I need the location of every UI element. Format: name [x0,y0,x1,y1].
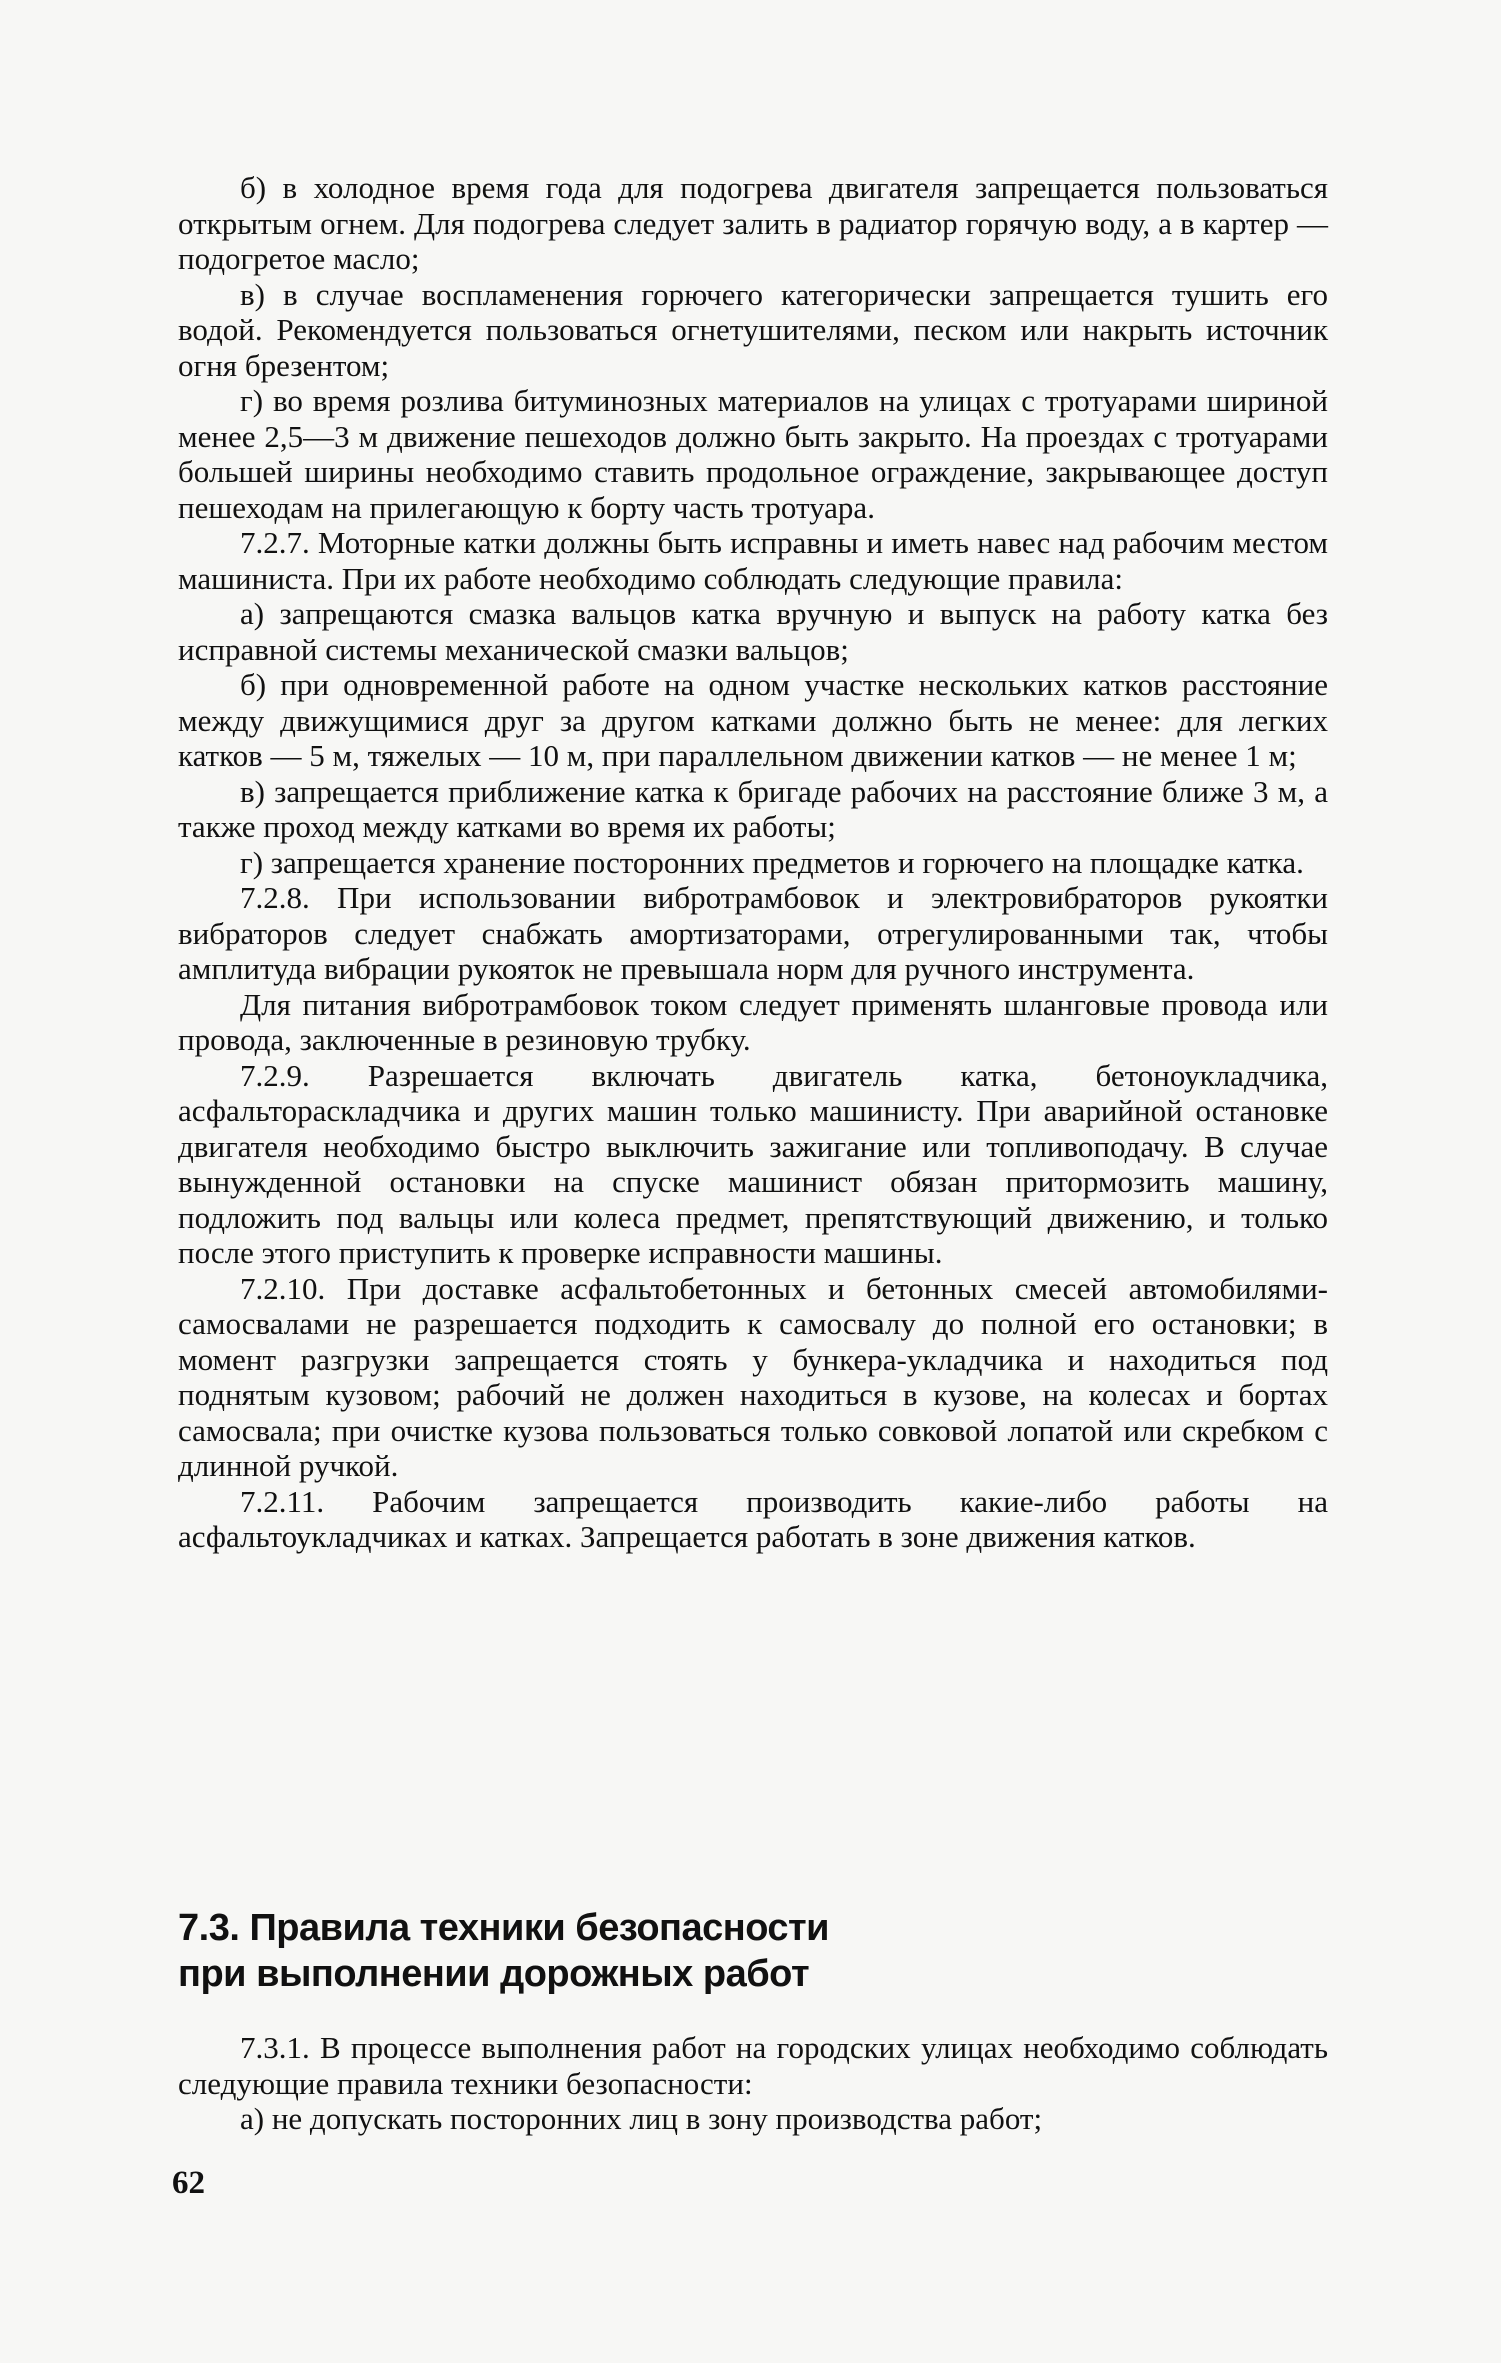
paragraph-7-3-1-a: а) не допускать посторонних лиц в зону производства работ; [240,2101,1043,2136]
body-text [178,170,1328,1555]
paragraph-g-bitumen: г) во время розлива битуминозных материалов на улицах с тротуарами шириной менее 2,5—3 м движение пешеходов должно быть закрыто. На проездах с тротуарами большей ширины необходимо ставить продольное ограждение, закрывающее доступ пешеходам на прилегающую к борту часть тротуара. [178,383,1328,525]
paragraph-7-2-7-b: б) при одновременной работе на одном участке нескольких катков расстояние между движущимися друг за другом катками должно быть не менее: для легких катков — 5 м, тяжелых — 10 м, при параллельном движении катков — не менее 1 м; [178,667,1328,773]
paragraph-v-fire: в) в случае воспламенения горючего категорически запрещается тушить его водой. Рекомендуется пользоваться огнетушителями, песком или накрыть источник огня брезентом; [178,276,1328,383]
section-body-text [178,2030,1328,2137]
paragraph-7-2-8-power: Для питания вибротрамбовок током следует применять шланговые провода или провода, заключенные в резиновую трубку. [178,986,1328,1057]
paragraph-7-2-7-a: а) запрещаются смазка вальцов катка вручную и выпуск на работу катка без исправной системы механической смазки вальцов; [178,596,1328,667]
section-heading-line1: 7.3. Правила техники безопасности [178,1907,830,1949]
paragraph-7-2-9: 7.2.9. Разрешается включать двигатель катка, бетоноукладчика, асфальтораскладчика и других машин только машинисту. При аварийной остановке двигателя необходимо быстро выключить зажигание или топливоподачу. В случае вынужденной остановки на спуске машинист обязан притормозить машину, подложить под вальцы или колеса предмет, препятствующий движению, и только после этого приступить к проверке исправности машины. [178,1057,1328,1270]
page-number: 62 [172,2165,205,2201]
paragraph-b-cold-season: б) в холодное время года для подогрева двигателя запрещается пользоваться открытым огнем. Для подогрева следует залить в радиатор горячую воду, а в картер — подогретое масло; [178,170,1328,276]
paragraph-7-2-7: 7.2.7. Моторные катки должны быть исправны и иметь навес над рабочим местом машиниста. При их работе необходимо соблюдать следующие правила: [178,525,1328,596]
paragraph-7-2-7-g: г) запрещается хранение посторонних предметов и горючего на площадке катка. [240,844,1304,880]
paragraph-7-2-10: 7.2.10. При доставке асфальтобетонных и бетонных смесей автомобилями-самосвалами не разрешается подходить к самосвалу до полной его остановки; в момент разгрузки запрещается стоять у бункера-укладчика и находиться под поднятым кузовом; рабочий не должен находиться в кузове, на колесах и бортах самосвала; при очистке кузова пользоваться только совковой лопатой или скребком с длинной ручкой. [178,1270,1328,1483]
paragraph-7-2-11: 7.2.11. Рабочим запрещается производить какие-либо работы на асфальтоукладчиках и катках. Запрещается работать в зоне движения катков. [178,1483,1328,1554]
section-heading [178,1905,1328,1997]
paragraph-7-2-8: 7.2.8. При использовании вибротрамбовок и электровибраторов рукоятки вибраторов следует снабжать амортизаторами, отрегулированными так, чтобы амплитуда вибрации рукояток не превышала норм для ручного инструмента. [178,880,1328,986]
section-heading-line2: при выполнении дорожных работ [178,1953,810,1995]
paragraph-7-3-1: 7.3.1. В процессе выполнения работ на городских улицах необходимо соблюдать следующие правила техники безопасности: [178,2030,1328,2101]
paragraph-7-2-7-v: в) запрещается приближение катка к бригаде рабочих на расстояние ближе 3 м, а также проход между катками во время их работы; [178,773,1328,844]
